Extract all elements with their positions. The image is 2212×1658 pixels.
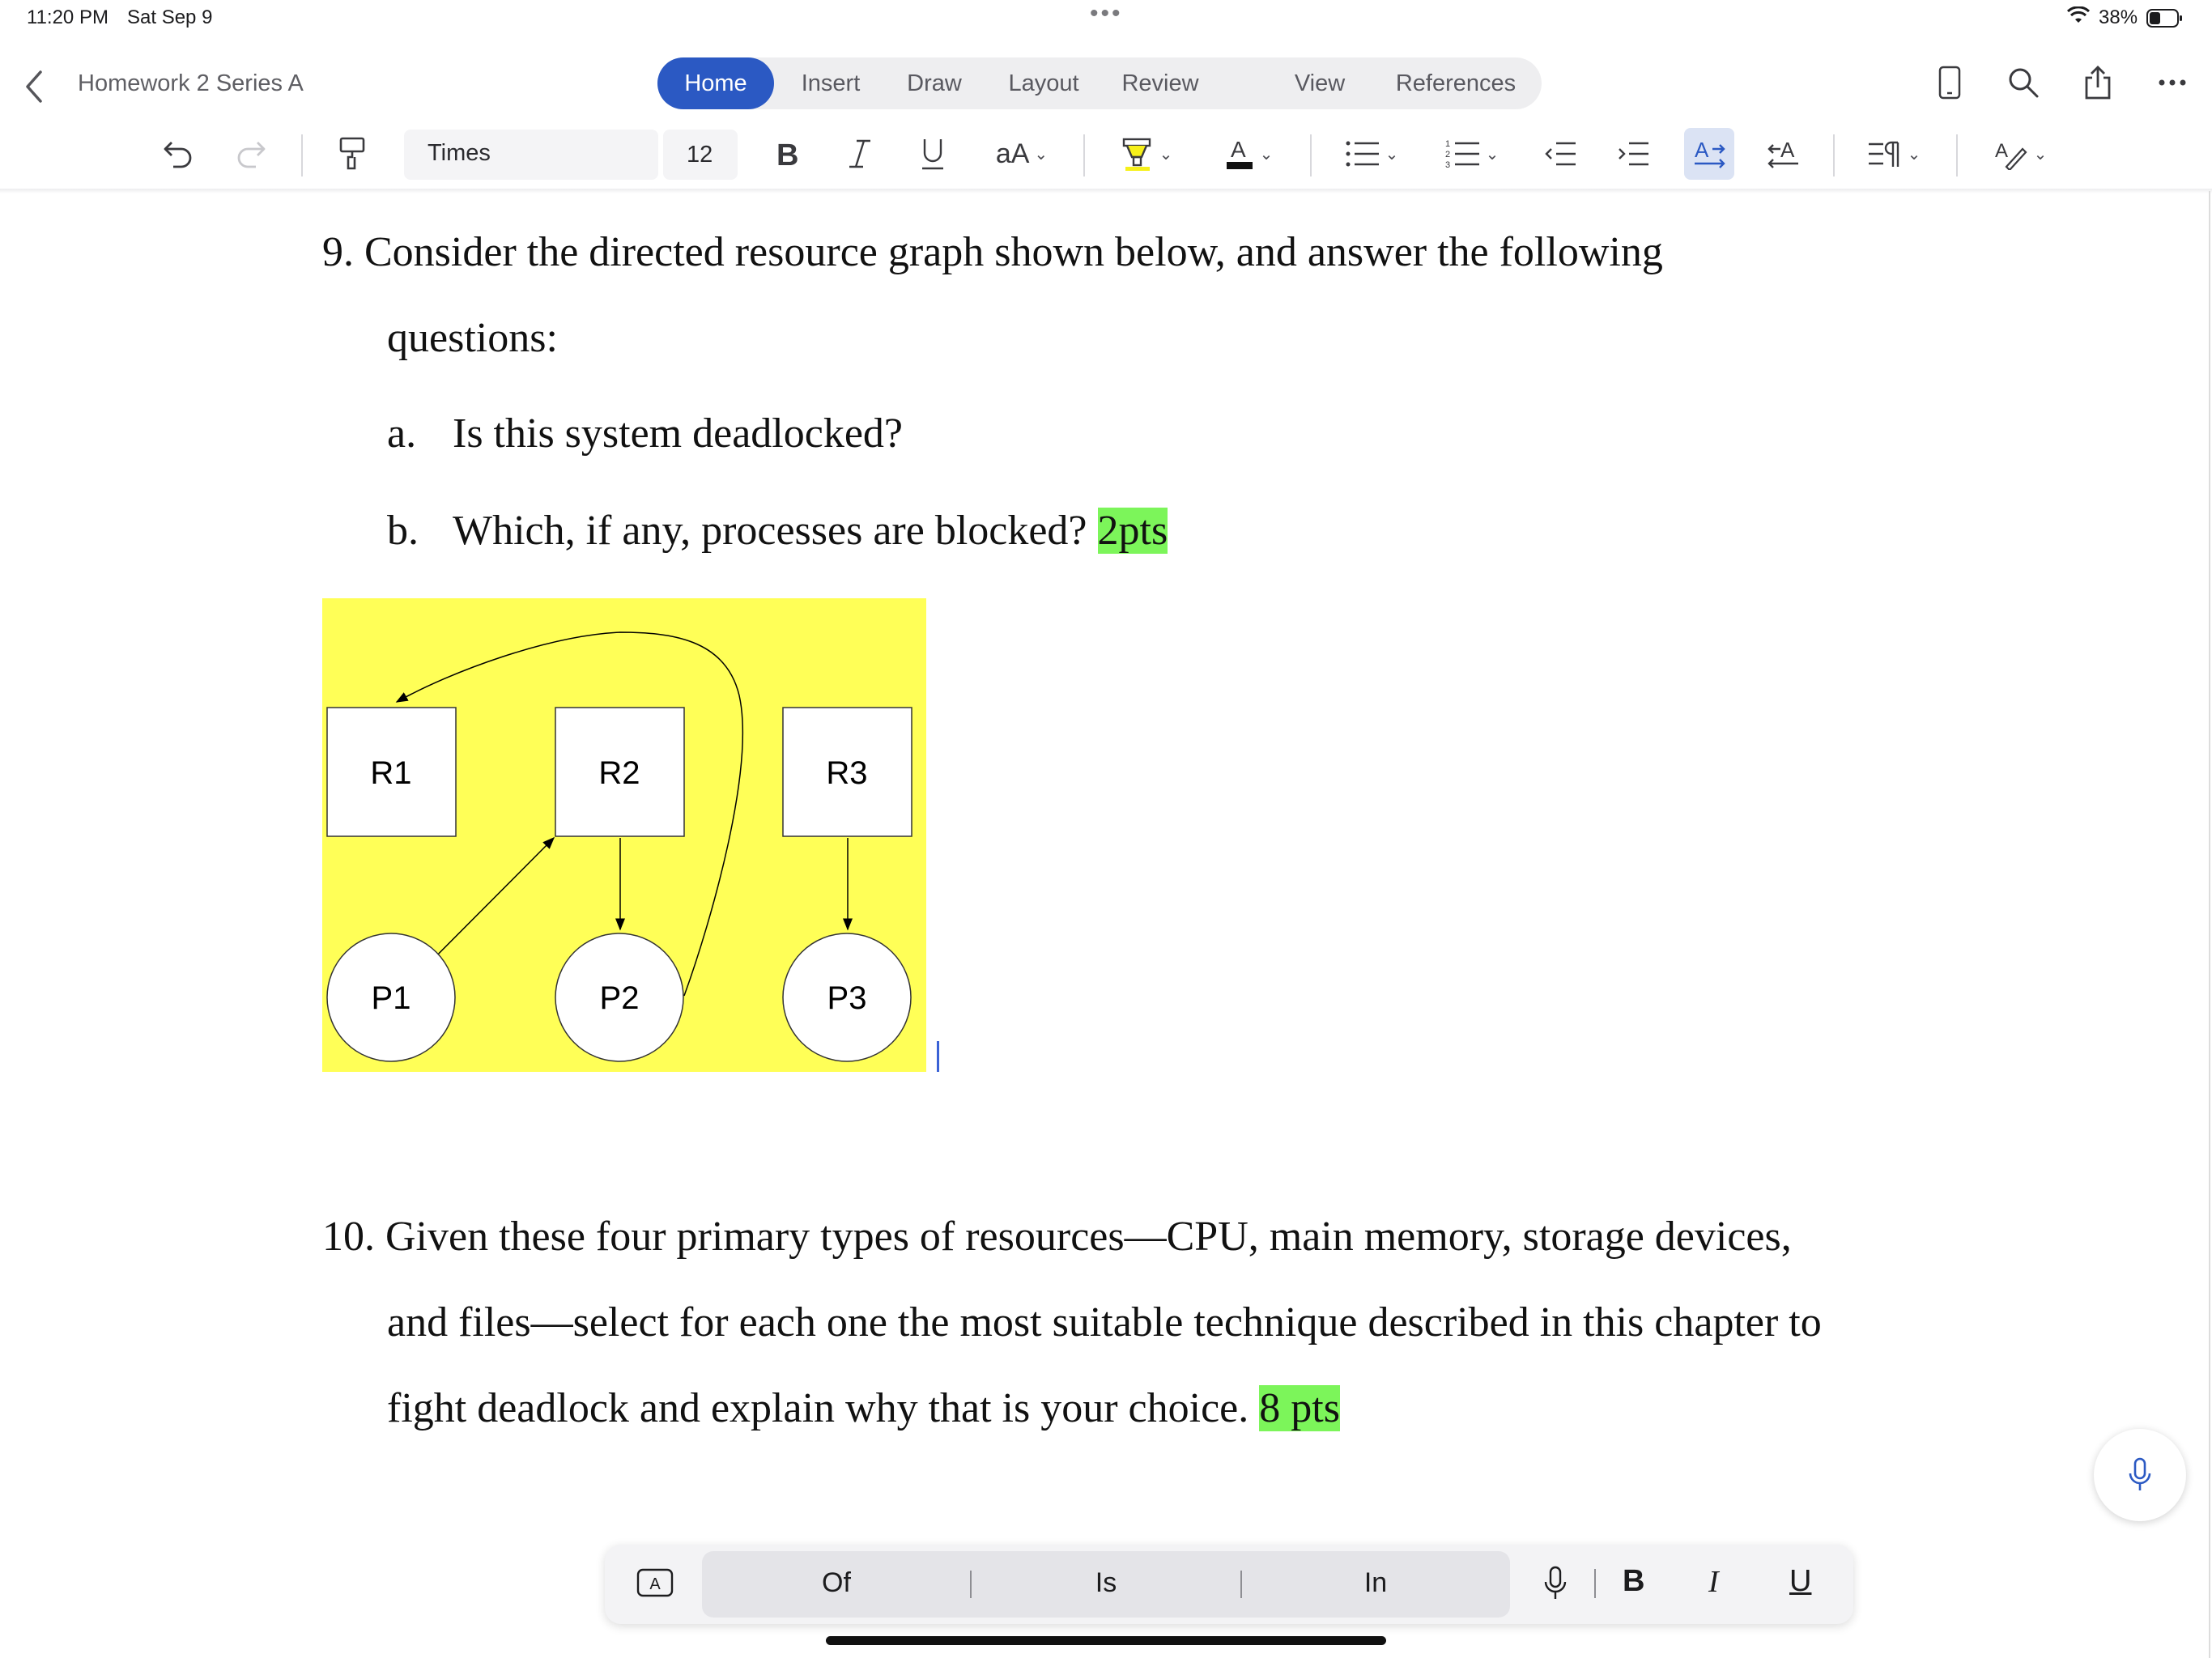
resource-label: R3 [826,755,868,791]
svg-text:A: A [1695,138,1709,162]
question-9-line-1: 9. Consider the directed resource graph shown below, and answer the following [322,229,1663,275]
highlighter-icon [1121,136,1155,172]
tab-references[interactable]: References [1395,70,1516,96]
bold-toolbar-button[interactable] [769,130,805,178]
svg-text:A: A [1994,140,2008,162]
question-10-line-1: 10. Given these four primary types of resources—CPU, main memory, storage devices, [322,1214,1792,1260]
question-10-points: 8 pts [1259,1385,1340,1431]
bold-icon [775,138,799,170]
document-title[interactable]: Homework 2 Series A [78,70,304,96]
question-9a-label: a. [387,410,417,457]
numbered-list-icon [1445,138,1481,170]
tab-view[interactable]: View [1294,70,1346,96]
more-options-button[interactable] [2154,64,2191,101]
device-view-button[interactable] [1931,64,1968,101]
back-button[interactable] [18,66,50,107]
decrease-indent-icon [1545,140,1577,168]
status-time: 11:20 PM [27,6,108,28]
wifi-icon [2066,6,2091,30]
tab-review[interactable]: Review [1121,70,1199,96]
decrease-indent-button[interactable] [1542,130,1580,178]
ribbon-tabs [657,57,1542,109]
tab-insert[interactable]: Insert [801,70,861,96]
search-button[interactable] [2005,64,2042,101]
font-color-button[interactable] [1216,130,1281,178]
paintbrush-icon [338,136,366,172]
keyboard-icon [636,1567,674,1598]
redo-icon [235,138,267,170]
resource-label: R1 [370,755,412,791]
chevron-down-icon: ⌄ [2033,145,2048,164]
svg-text:B: B [776,138,799,170]
tab-layout[interactable]: Layout [1008,70,1079,96]
italic-icon [848,138,872,170]
redo-button[interactable] [232,130,270,178]
svg-text:2: 2 [1444,150,1450,159]
chevron-down-icon: ⌄ [1259,145,1274,164]
svg-text:1: 1 [1444,139,1450,149]
numbered-list-button[interactable] [1440,130,1504,178]
process-label: P3 [827,980,867,1016]
text-cursor [937,1041,939,1072]
shortcut-dictation-button[interactable] [1542,1566,1569,1601]
question-9b-line [453,507,1168,555]
process-label: P1 [371,980,411,1016]
format-painter-button[interactable] [334,130,371,178]
chevron-down-icon: ⌄ [1385,145,1399,164]
home-indicator[interactable] [826,1636,1386,1645]
rtl-text-direction-icon [1766,138,1802,170]
ltr-text-direction-button[interactable] [1684,128,1734,180]
phone-icon [1938,66,1961,100]
underline-icon [921,137,945,171]
question-10-line-2: and files—select for each one the most suitable technique described in this chapter to [387,1299,1822,1346]
question-9b-label: b. [387,508,419,554]
styles-button[interactable] [1987,130,2053,178]
ellipsis-icon [2158,78,2187,87]
status-date: Sat Sep 9 [127,6,213,28]
chevron-down-icon: ⌄ [1034,145,1049,164]
chevron-down-icon: ⌄ [1485,145,1499,164]
bullet-list-button[interactable] [1339,130,1404,178]
scrollbar-track[interactable] [2209,191,2210,1658]
underline-toolbar-button[interactable] [915,130,951,178]
suggestion-item[interactable]: Is [1095,1567,1117,1598]
italic-toolbar-button[interactable] [842,130,878,178]
keyboard-key-label: A [649,1575,661,1593]
question-10-line-3-container [387,1384,1340,1432]
svg-text:A: A [1230,137,1246,162]
shortcut-underline-button[interactable]: U [1789,1564,1812,1598]
bullet-list-icon [1345,138,1380,169]
shortcut-bold-button[interactable]: B [1623,1564,1645,1598]
font-name-value: Times [428,140,491,166]
ltr-text-direction-icon [1691,138,1727,170]
tab-draw[interactable]: Draw [907,70,962,96]
suggestion-item[interactable]: Of [822,1567,851,1598]
question-10-line-3: fight deadlock and explain why that is your choice. [387,1385,1249,1431]
font-color-icon [1224,136,1255,172]
question-9-line-2: questions: [387,315,558,361]
chevron-down-icon: ⌄ [1159,145,1173,164]
text-size-button[interactable] [988,130,1056,178]
keyboard-toggle-button[interactable] [636,1567,674,1598]
share-button[interactable] [2079,64,2116,101]
rtl-text-direction-button[interactable] [1762,130,1806,178]
undo-button[interactable] [159,130,198,178]
question-9b-text: Which, if any, processes are blocked? [453,508,1087,554]
increase-indent-icon [1618,140,1650,168]
microphone-icon [1542,1566,1569,1601]
process-label: P2 [599,980,640,1016]
highlight-color-button[interactable] [1114,130,1179,178]
resource-graph-image[interactable] [322,598,926,1072]
battery-percentage: 38% [2099,6,2138,28]
share-icon [2082,65,2113,100]
battery-icon [2146,9,2184,32]
svg-text:A: A [1780,138,1795,162]
paragraph-format-button[interactable] [1861,130,1927,178]
increase-indent-button[interactable] [1614,130,1653,178]
chevron-left-icon [24,70,44,104]
question-9-points: 2pts [1097,508,1168,554]
undo-icon [162,138,194,170]
shortcut-italic-button[interactable]: I [1708,1565,1719,1599]
question-9a-text: Is this system deadlocked? [453,410,903,457]
microphone-icon [2128,1457,2152,1493]
font-size-value: 12 [687,142,713,168]
paragraph-icon [1867,139,1903,168]
chevron-down-icon: ⌄ [1907,145,1921,164]
search-icon [2007,66,2040,99]
tab-home[interactable]: Home [657,57,774,109]
suggestion-item[interactable]: In [1363,1567,1388,1598]
resource-label: R2 [598,755,640,791]
dictation-button[interactable] [2094,1429,2186,1521]
svg-text:3: 3 [1444,160,1450,170]
multitasking-dots-icon[interactable]: ••• [1090,0,1123,27]
resource-graph [322,598,926,1072]
text-size-label: aA [995,138,1030,169]
styles-pen-icon [1993,138,2029,170]
